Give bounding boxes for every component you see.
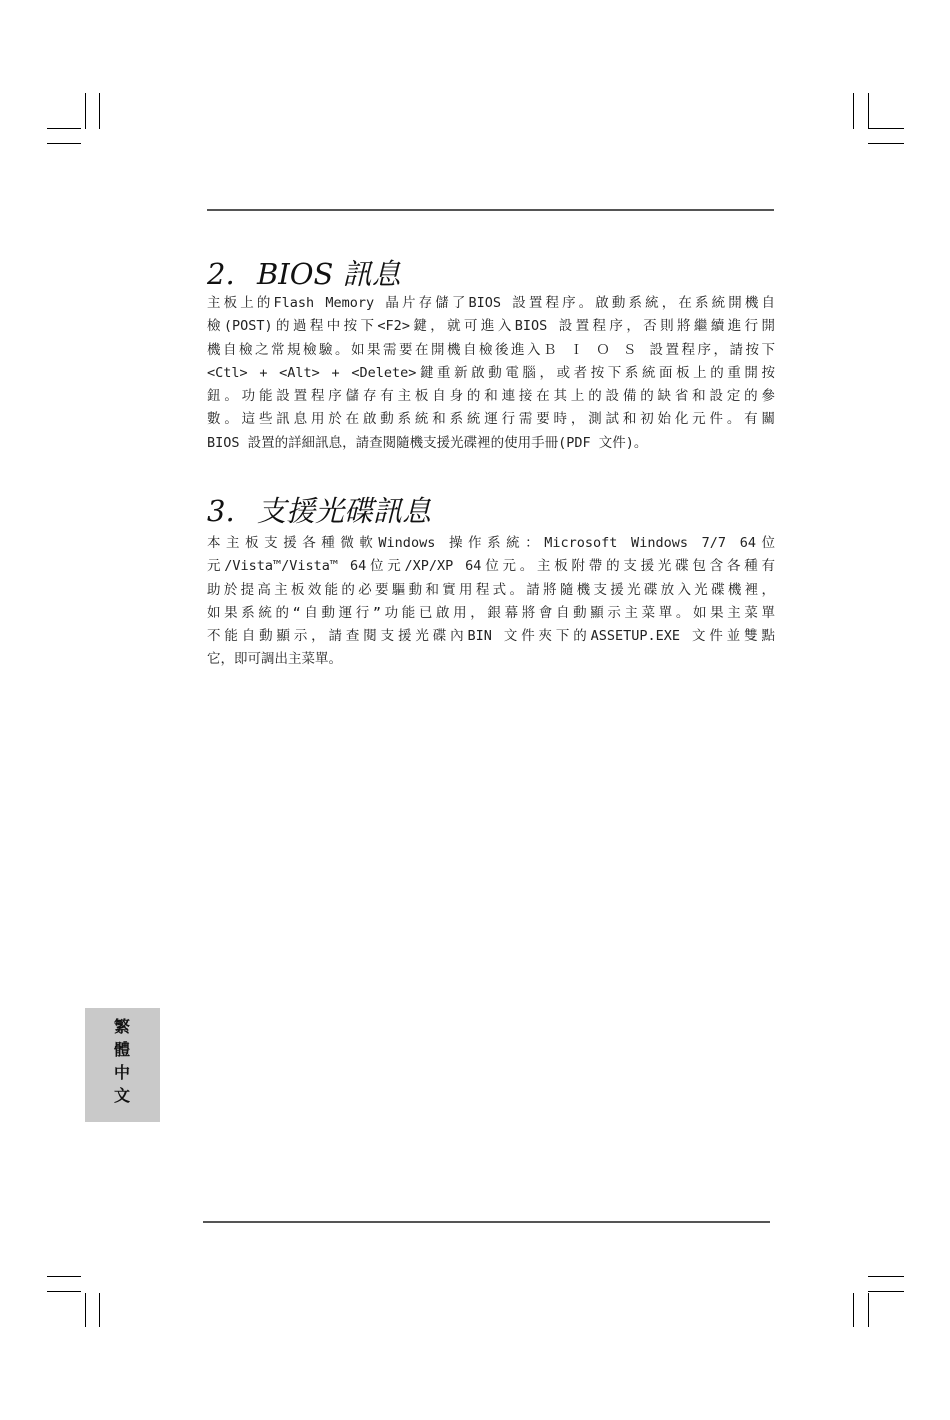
- crop-mark: [99, 1293, 100, 1327]
- header-rule: [207, 209, 774, 211]
- crop-mark: [47, 1291, 81, 1292]
- crop-mark: [868, 1276, 904, 1277]
- crop-mark: [868, 1293, 869, 1327]
- paragraph-line: 不能自動顯示，請查閱支援光碟內BIN 文件夾下的ASSETUP.EXE 文件並雙點: [207, 628, 775, 645]
- paragraph-line: <Ctl> + <Alt> + <Delete>鍵重新啟動電腦，或者按下系統面板上的重開按: [207, 364, 775, 381]
- footer-rule: [203, 1221, 770, 1223]
- paragraph-line: 檢(POST)的過程中按下<F2>鍵，就可進入BIOS 設置程序，否則將繼續進行開: [207, 318, 775, 335]
- crop-mark: [868, 128, 904, 129]
- section-number: 3.: [207, 494, 235, 528]
- paragraph-line: 鈕。功能設置程序儲存有主板自身的和連接在其上的設備的缺省和設定的參: [207, 388, 775, 405]
- paragraph-line: 如果系統的“自動運行”功能已啟用，銀幕將會自動顯示主菜單。如果主菜單: [207, 604, 775, 621]
- language-side-tab: [85, 1008, 160, 1122]
- paragraph-line: 它，即可調出主菜單。: [207, 651, 342, 668]
- section-heading-support-cd: [207, 489, 431, 530]
- section-title: 支援光碟訊息: [257, 494, 432, 528]
- crop-mark: [85, 1293, 86, 1327]
- crop-mark: [868, 1291, 904, 1292]
- language-side-tab-label: 繁體中文: [111, 1018, 131, 1110]
- section-paragraph-support-cd: [207, 532, 775, 672]
- section-title: BIOS 訊息: [257, 257, 401, 291]
- paragraph-line: 助於提高主板效能的必要驅動和實用程式。請將隨機支援光碟放入光碟機裡，: [207, 581, 775, 598]
- paragraph-line: 元/Vista™/Vista™ 64位元/XP/XP 64位元。主板附帶的支援光碟包含各種有: [207, 558, 775, 575]
- crop-mark: [47, 1276, 81, 1277]
- crop-mark: [47, 128, 81, 129]
- crop-mark: [99, 93, 100, 129]
- crop-mark: [85, 93, 86, 129]
- crop-mark: [868, 93, 869, 129]
- crop-mark: [47, 143, 81, 144]
- paragraph-line: BIOS 設置的詳細訊息，請查閱隨機支援光碟裡的使用手冊(PDF 文件)。: [207, 434, 648, 451]
- crop-mark: [853, 1293, 854, 1327]
- paragraph-line: 本主板支援各種微軟Windows 操作系統：Microsoft Windows 7/7 64位: [207, 535, 775, 551]
- paragraph-line: 主板上的Flash Memory 晶片存儲了BIOS 設置程序。啟動系統，在系統開機自: [207, 295, 775, 311]
- section-heading-bios: [207, 252, 401, 293]
- crop-mark: [853, 93, 854, 129]
- section-paragraph-bios: [207, 292, 775, 455]
- crop-mark: [868, 143, 904, 144]
- paragraph-line: 機自檢之常規檢驗。如果需要在開機自檢後進入Ｂ Ｉ Ｏ Ｓ 設置程序，請按下: [207, 341, 775, 358]
- paragraph-line: 數。這些訊息用於在啟動系統和系統運行需要時，測試和初始化元件。有關: [207, 411, 775, 428]
- section-number: 2.: [207, 257, 235, 291]
